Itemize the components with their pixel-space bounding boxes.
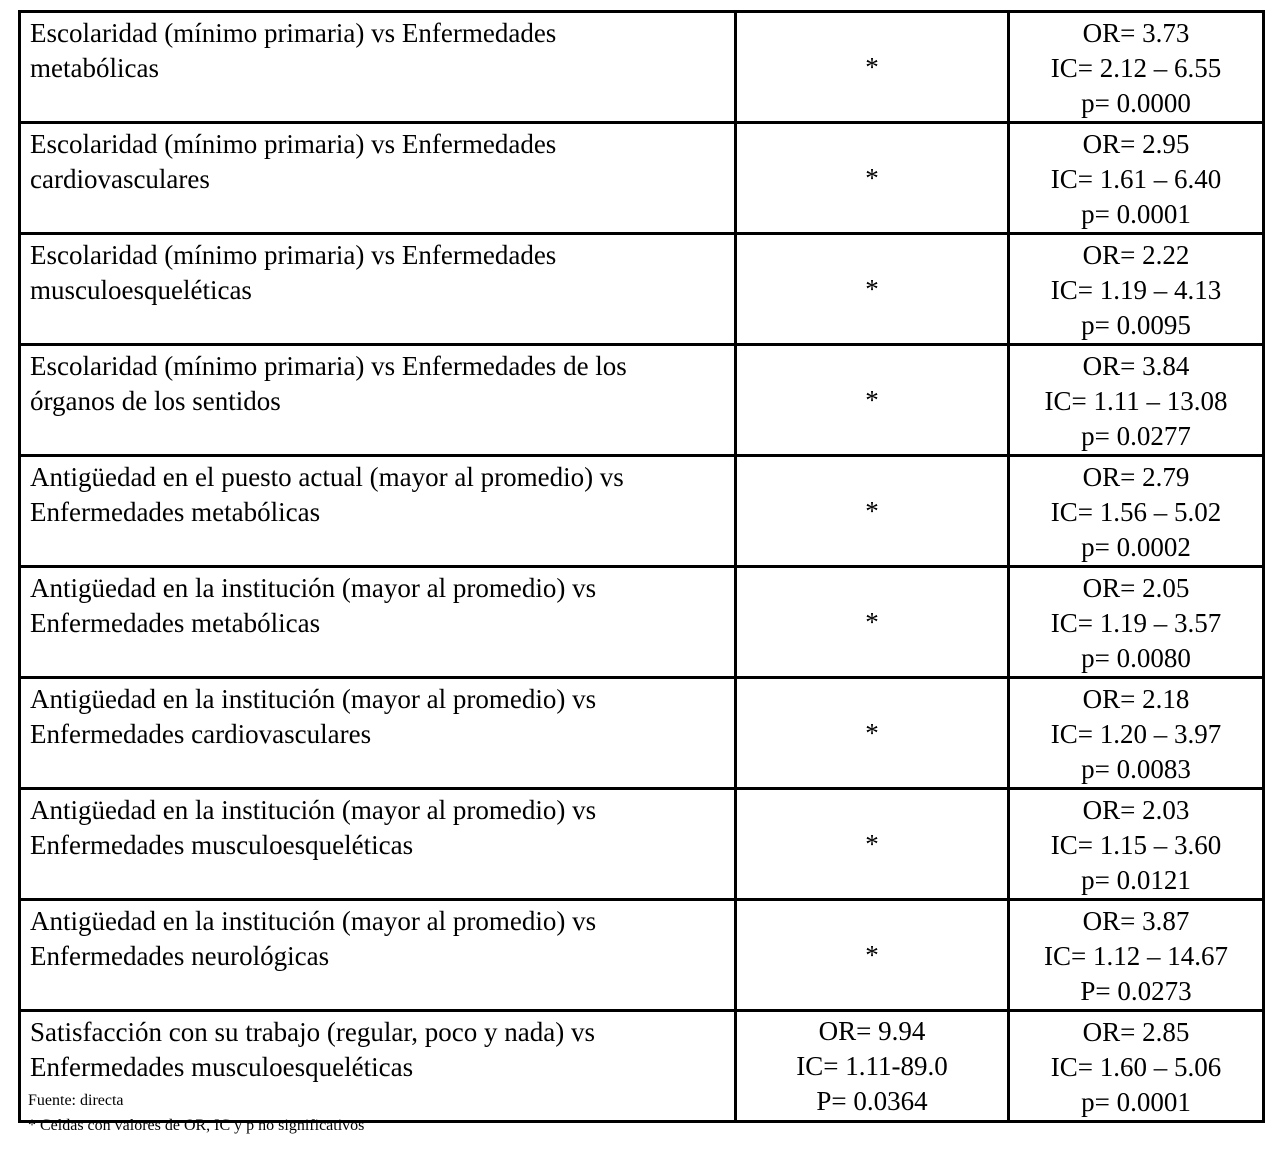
association-cell-line: musculoesqueléticas (30, 275, 252, 305)
stats-cell (1009, 123, 1264, 234)
stats-cell-line: OR= 2.05 (1082, 573, 1190, 603)
association-cell-line: Enfermedades metabólicas (30, 497, 321, 527)
stats-cell-line: IC= 2.12 – 6.55 (1050, 53, 1222, 83)
significance-cell-line: * (865, 495, 879, 526)
association-cell-line: Enfermedades neurológicas (30, 941, 330, 971)
association-cell (20, 345, 736, 456)
stats-cell (1009, 345, 1264, 456)
stats-cell-line: OR= 2.22 (1082, 240, 1190, 270)
stats-cell (1009, 900, 1264, 1011)
stats-cell-line: p= 0.0080 (1081, 643, 1191, 673)
table-row (20, 678, 1264, 789)
significance-cell (736, 789, 1009, 900)
significance-cell (736, 12, 1009, 123)
significance-cell-line: * (865, 162, 879, 193)
stats-cell (1009, 234, 1264, 345)
significance-cell-line: * (865, 606, 879, 637)
table-row (20, 567, 1264, 678)
significance-cell (736, 123, 1009, 234)
association-cell-line: Antigüedad en la institución (mayor al promedio) vs (30, 795, 597, 825)
stats-cell-line: p= 0.0002 (1081, 532, 1191, 562)
table-row (20, 900, 1264, 1011)
stats-cell-line: OR= 3.84 (1082, 351, 1190, 381)
significance-cell (736, 234, 1009, 345)
stats-cell (1009, 456, 1264, 567)
association-cell (20, 900, 736, 1011)
significance-cell-line: * (865, 717, 879, 748)
association-cell-line: órganos de los sentidos (30, 386, 281, 416)
stats-cell-line: OR= 2.85 (1082, 1017, 1190, 1047)
stats-cell-line: OR= 3.87 (1082, 906, 1190, 936)
association-cell-line: Satisfacción con su trabajo (regular, poco y nada) vs (30, 1017, 595, 1047)
table-body (20, 12, 1264, 1122)
table-row (20, 456, 1264, 567)
association-cell-line: Enfermedades musculoesqueléticas (30, 1052, 414, 1082)
significance-cell-line: P= 0.0364 (816, 1085, 928, 1116)
significance-cell-line: * (865, 939, 879, 970)
association-cell-line: Antigüedad en el puesto actual (mayor al promedio) vs (30, 462, 624, 492)
table-row (20, 789, 1264, 900)
table-row (20, 12, 1264, 123)
association-cell-line: Escolaridad (mínimo primaria) vs Enfermedades (30, 129, 557, 159)
association-cell-line: Antigüedad en la institución (mayor al promedio) vs (30, 684, 597, 714)
association-cell-line: Enfermedades metabólicas (30, 608, 321, 638)
stats-cell-line: IC= 1.56 – 5.02 (1050, 497, 1222, 527)
stats-cell-line: IC= 1.19 – 4.13 (1050, 275, 1222, 305)
association-cell-line: Enfermedades cardiovasculares (30, 719, 372, 749)
association-cell-line: metabólicas (30, 53, 159, 83)
association-cell-line: Enfermedades musculoesqueléticas (30, 830, 414, 860)
association-cell-line: Escolaridad (mínimo primaria) vs Enfermedades (30, 240, 557, 270)
significance-cell (736, 900, 1009, 1011)
stats-cell-line: p= 0.0083 (1081, 754, 1191, 784)
stats-cell-line: OR= 2.79 (1082, 462, 1190, 492)
stats-cell-line: IC= 1.19 – 3.57 (1050, 608, 1222, 638)
stats-cell (1009, 567, 1264, 678)
footnotes (28, 1088, 364, 1138)
significance-cell (736, 345, 1009, 456)
stats-cell (1009, 1011, 1264, 1122)
stats-cell-line: OR= 2.03 (1082, 795, 1190, 825)
asterisk-note: * Celdas con valores de OR, IC y p no significativos (28, 1117, 365, 1134)
stats-cell-line: IC= 1.61 – 6.40 (1050, 164, 1222, 194)
association-cell-line: Escolaridad (mínimo primaria) vs Enfermedades (30, 18, 557, 48)
stats-cell-line: OR= 2.18 (1082, 684, 1190, 714)
significance-cell (736, 456, 1009, 567)
significance-cell (736, 567, 1009, 678)
stats-cell-line: p= 0.0001 (1081, 1087, 1191, 1117)
association-cell-line: Antigüedad en la institución (mayor al promedio) vs (30, 906, 597, 936)
significance-cell-line: * (865, 273, 879, 304)
significance-cell-line: * (865, 384, 879, 415)
association-cell (20, 678, 736, 789)
stats-cell-line: IC= 1.15 – 3.60 (1050, 830, 1222, 860)
association-cell-line: cardiovasculares (30, 164, 210, 194)
table-row (20, 123, 1264, 234)
table-row (20, 345, 1264, 456)
significance-cell-line: * (865, 51, 879, 82)
stats-cell (1009, 12, 1264, 123)
table-row (20, 234, 1264, 345)
results-table (18, 10, 1265, 1123)
stats-cell-line: OR= 2.95 (1082, 129, 1190, 159)
stats-cell-line: OR= 3.73 (1082, 18, 1190, 48)
stats-cell (1009, 678, 1264, 789)
association-cell (20, 789, 736, 900)
association-cell-line: Escolaridad (mínimo primaria) vs Enfermedades de los (30, 351, 627, 381)
association-cell-line: Antigüedad en la institución (mayor al promedio) vs (30, 573, 597, 603)
stats-cell-line: p= 0.0000 (1081, 88, 1191, 118)
significance-cell (736, 678, 1009, 789)
stats-cell-line: p= 0.0095 (1081, 310, 1191, 340)
stats-cell-line: p= 0.0121 (1081, 865, 1191, 895)
stats-cell-line: p= 0.0277 (1081, 421, 1191, 451)
source-note: Fuente: directa (28, 1092, 124, 1109)
association-cell (20, 567, 736, 678)
significance-cell-line: OR= 9.94 (818, 1015, 926, 1046)
association-cell (20, 12, 736, 123)
stats-cell-line: IC= 1.11 – 13.08 (1044, 386, 1228, 416)
significance-cell-line: * (865, 828, 879, 859)
association-cell (20, 456, 736, 567)
stats-cell-line: IC= 1.20 – 3.97 (1050, 719, 1222, 749)
association-cell (20, 123, 736, 234)
stats-cell-line: p= 0.0001 (1081, 199, 1191, 229)
stats-cell-line: P= 0.0273 (1080, 976, 1192, 1006)
stats-cell-line: IC= 1.60 – 5.06 (1050, 1052, 1222, 1082)
stats-cell (1009, 789, 1264, 900)
significance-cell (736, 1011, 1009, 1122)
significance-cell-line: IC= 1.11-89.0 (796, 1050, 948, 1081)
stats-cell-line: IC= 1.12 – 14.67 (1044, 941, 1228, 971)
association-cell (20, 234, 736, 345)
